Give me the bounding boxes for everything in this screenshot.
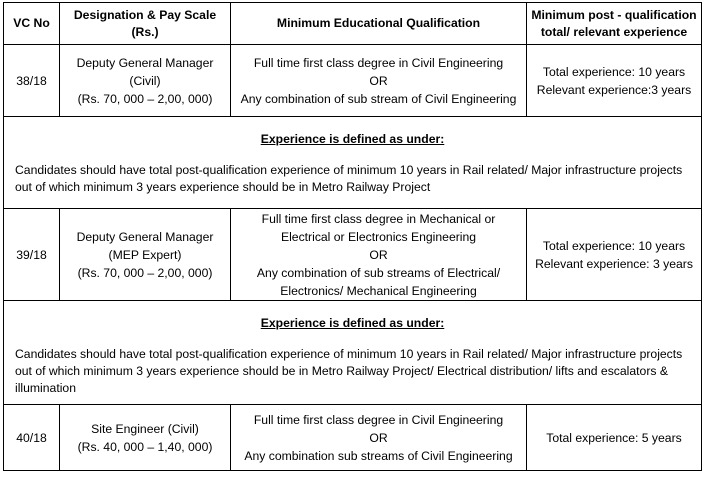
vacancy-table	[3, 2, 702, 471]
experience-note-row	[4, 301, 702, 405]
table-row	[4, 45, 702, 117]
designation-cell: Deputy General Manager (MEP Expert) (Rs. 70, 000 – 2,00, 000)	[60, 209, 231, 301]
header-vc-no: VC No	[4, 3, 60, 45]
experience-note-text: Candidates should have total post-qualification experience of minimum 10 years in Rail related/ Major infrastructure projects out of which minimum 3 years experience should be in Metro Railway Project/ Electrical distribution/ lifts and escalators & illumination	[15, 347, 683, 395]
experience-note-row	[4, 117, 702, 209]
header-experience: Minimum post - qualification total/ relevant experience	[527, 3, 702, 45]
experience-note	[4, 117, 702, 209]
vc-number: 38/18	[4, 45, 60, 117]
experience-note-text: Candidates should have total post-qualification experience of minimum 10 years in Rail related/ Major infrastructure projects out of which minimum 3 years experience should be in Metro Railway Project	[15, 163, 683, 194]
designation-cell: Deputy General Manager (Civil) (Rs. 70, 000 – 2,00, 000)	[60, 45, 231, 117]
table-row	[4, 405, 702, 471]
header-row	[4, 3, 702, 45]
experience-cell: Total experience: 10 years Relevant experience: 3 years	[527, 209, 702, 301]
vc-number: 40/18	[4, 405, 60, 471]
experience-note	[4, 301, 702, 405]
table-row	[4, 209, 702, 301]
experience-cell: Total experience: 10 years Relevant experience:3 years	[527, 45, 702, 117]
experience-note-title: Experience is defined as under:	[260, 132, 445, 146]
header-designation: Designation & Pay Scale (Rs.)	[60, 3, 231, 45]
qualification-cell: Full time first class degree in Civil Engineering OR Any combination sub streams of Civil Engineering	[231, 405, 527, 471]
header-qualification: Minimum Educational Qualification	[231, 3, 527, 45]
experience-note-title: Experience is defined as under:	[260, 316, 445, 330]
vc-number: 39/18	[4, 209, 60, 301]
qualification-cell: Full time first class degree in Civil Engineering OR Any combination of sub stream of Civil Engineering	[231, 45, 527, 117]
experience-cell: Total experience: 5 years	[527, 405, 702, 471]
qualification-cell: Full time first class degree in Mechanical or Electrical or Electronics Engineering OR Any combination of sub streams of Electrical/ Electronics/ Mechanical Engineering	[231, 209, 527, 301]
designation-cell: Site Engineer (Civil) (Rs. 40, 000 – 1,40, 000)	[60, 405, 231, 471]
